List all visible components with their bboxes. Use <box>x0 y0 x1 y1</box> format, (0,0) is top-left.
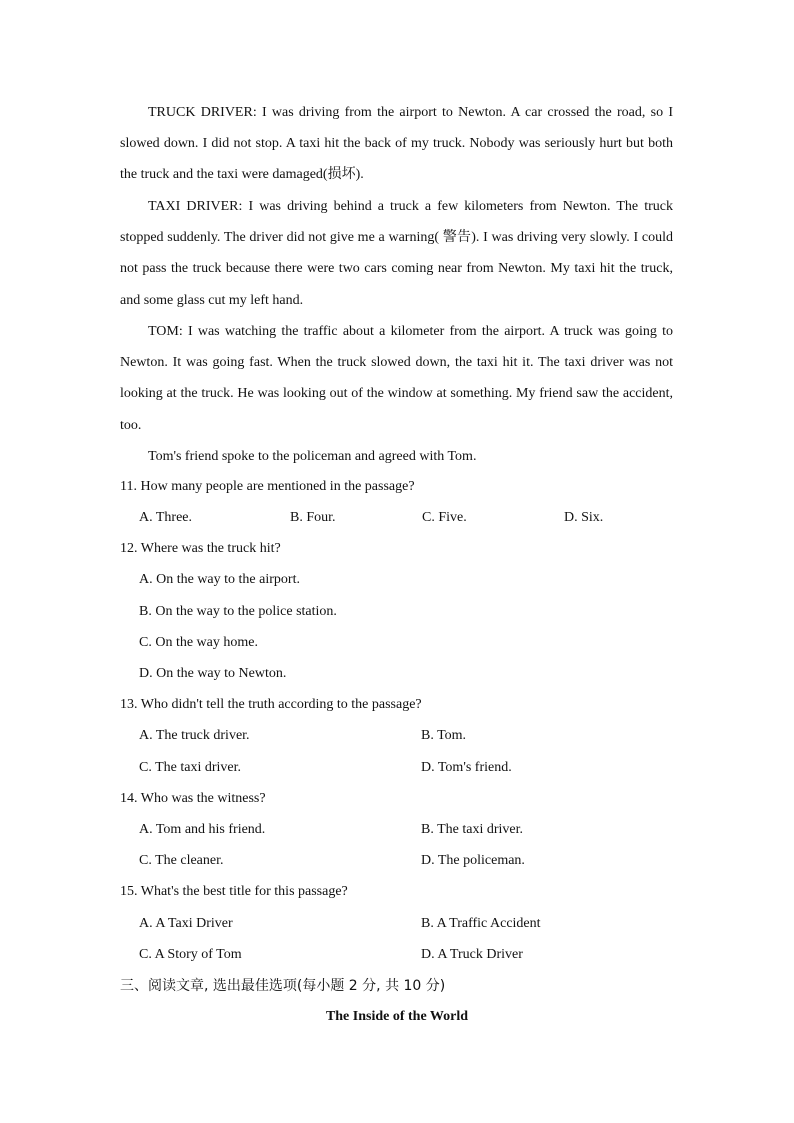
q15-option-d: D. A Truck Driver <box>421 947 523 962</box>
question-14-stem: 14. Who was the witness? <box>120 791 266 806</box>
q13-option-c: C. The taxi driver. <box>139 760 241 775</box>
section-heading: 三、阅读文章, 选出最佳选项(每小题 2 分, 共 10 分) <box>120 978 446 994</box>
q11-option-b: B. Four. <box>290 510 336 525</box>
q14-option-a: A. Tom and his friend. <box>139 822 266 837</box>
q12-option-d: D. On the way to Newton. <box>139 666 287 681</box>
q11-option-d: D. Six. <box>564 510 604 525</box>
q15-option-a: A. A Taxi Driver <box>139 916 233 931</box>
question-15-stem: 15. What's the best title for this passage? <box>120 884 348 899</box>
question-11-stem: 11. How many people are mentioned in the passage? <box>120 479 415 494</box>
passage-tom: TOM: I was watching the traffic about a kilometer from the airport. A truck was going to Newton. It was going fast. When the truck slowed down, the taxi hit it. The taxi driver was not looking at the truck. He was looking out of the window at something. My friend saw the accident, too. <box>120 324 673 433</box>
passage-truck-driver: TRUCK DRIVER: I was driving from the airport to Newton. A car crossed the road, so I slowed down. I did not stop. A taxi hit the back of my truck. Nobody was seriously hurt but both the truck and the taxi were damaged(损坏). <box>120 105 673 183</box>
q13-option-d: D. Tom's friend. <box>421 760 512 775</box>
q12-option-c: C. On the way home. <box>139 635 258 650</box>
q14-option-b: B. The taxi driver. <box>421 822 523 837</box>
q11-option-a: A. Three. <box>139 510 192 525</box>
q14-option-c: C. The cleaner. <box>139 853 224 868</box>
q13-option-b: B. Tom. <box>421 728 467 743</box>
q11-option-c: C. Five. <box>422 510 467 525</box>
q14-option-d: D. The policeman. <box>421 853 525 868</box>
q12-option-b: B. On the way to the police station. <box>139 604 337 619</box>
question-12-stem: 12. Where was the truck hit? <box>120 541 281 556</box>
passage-taxi-driver: TAXI DRIVER: I was driving behind a truck a few kilometers from Newton. The truck stopped suddenly. The driver did not give me a warning( 警告). I was driving very slowly. I could not pass the truck because there were two cars coming near from Newton. My taxi hit the truck, and some glass cut my left hand. <box>120 199 673 308</box>
q15-option-c: C. A Story of Tom <box>139 947 242 962</box>
passage-friend: Tom's friend spoke to the policeman and agreed with Tom. <box>148 449 477 464</box>
q12-option-a: A. On the way to the airport. <box>139 572 300 587</box>
q15-option-b: B. A Traffic Accident <box>421 916 541 931</box>
passage-title: The Inside of the World <box>325 1009 469 1024</box>
question-13-stem: 13. Who didn't tell the truth according to the passage? <box>120 697 422 712</box>
q13-option-a: A. The truck driver. <box>139 728 250 743</box>
